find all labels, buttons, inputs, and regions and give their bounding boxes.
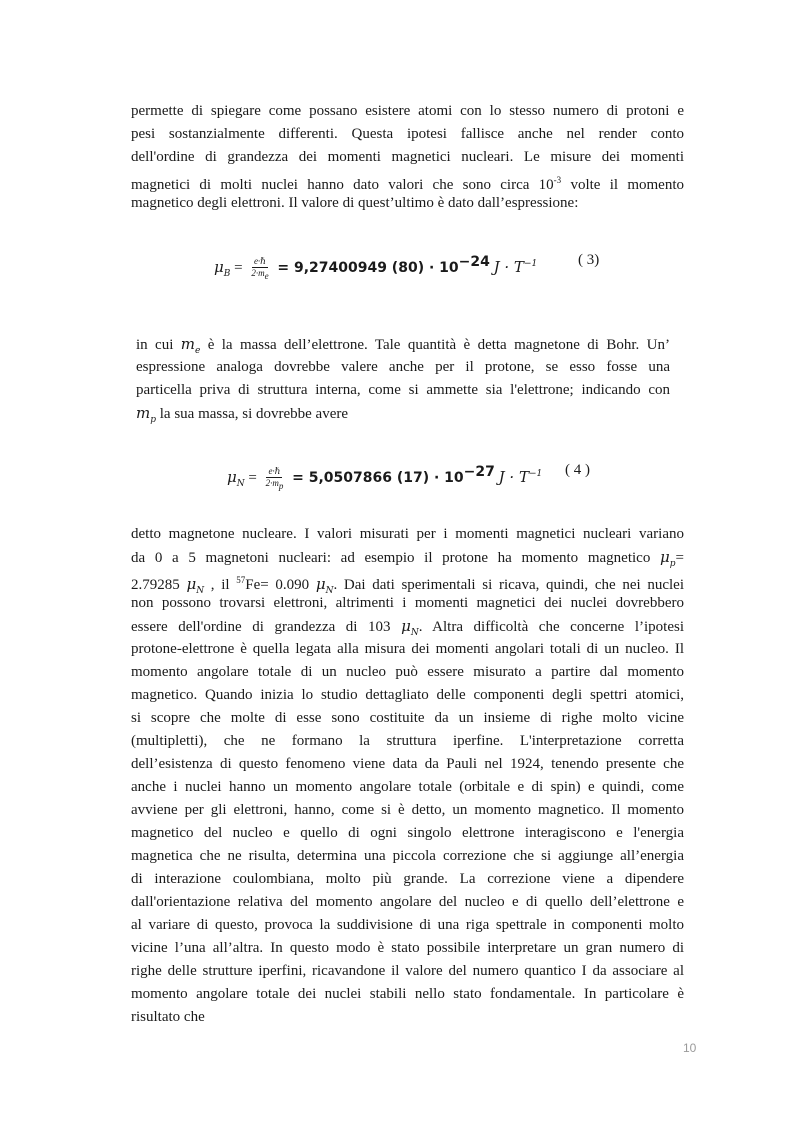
- text-line: espressione analoga dovrebbe valere anche per il protone, se esso fosse una: [136, 359, 670, 375]
- text-fragment: volte il momento: [570, 177, 684, 193]
- text-line: permette di spiegare come possano esistere atomi con lo stesso numero di protoni e: [131, 103, 684, 119]
- text-line: [131, 169, 684, 192]
- text-line: anche i nuclei hanno un momento angolare totale (orbitale e di spin) e quindi, come: [131, 779, 684, 795]
- text-line: magnetica che ne risulta, determina una piccola correzione che si aggiunge all’energia: [131, 848, 684, 864]
- text-line: (multipletti), che ne formano la struttura iperfine. L'interpretazione corretta: [131, 733, 684, 749]
- fraction: [249, 256, 270, 282]
- text-line: detto magnetone nucleare. I valori misurati per i momenti magnetici nucleari variano: [131, 526, 684, 542]
- equation-nuclear-magneton: $\mu_N$ = $\frac{\text{e·ℏ}}{2\cdot m_p}$ = 5,0507866 $(17) \cdot 10^{-27}$ $J \cdot T^{-1}$: [227, 464, 543, 491]
- math-symbol: m: [136, 404, 151, 422]
- fraction-denominator: $2\cdot m_e$: [251, 267, 269, 281]
- math-symbol: m: [180, 335, 195, 353]
- fraction: [264, 466, 286, 492]
- text-line: magnetico del nucleo e quello di ogni singolo elettrone interagiscono e l'energia: [131, 825, 684, 841]
- equation-value: = 5,0507866 (17) · 10: [292, 470, 464, 486]
- equation-value: = 9,27400949 (80) · 10: [277, 260, 459, 276]
- text-line: al variare di questo, provoca la suddivisione di una riga spettrale in componenti molto: [131, 917, 684, 933]
- math-subscript: N: [196, 586, 205, 596]
- fraction-numerator: e·ℏ: [253, 255, 266, 266]
- paragraph-intro: [131, 100, 684, 215]
- math-symbol: μ: [660, 548, 670, 566]
- fraction-numerator: e·ℏ: [268, 465, 281, 476]
- units-exponent: −1: [523, 259, 538, 269]
- fraction-denominator: $2\cdot m_p$: [265, 477, 284, 491]
- text-line: protone-elettrone è quella legata alla misura dei momenti angolari totali di un nucleo. Il: [131, 641, 684, 657]
- equation-bohr-magneton: $\mu_B$ = $\frac{\text{e·ℏ}}{2\cdot m_e}$ = 9,27400949 $(80) \cdot 10^{-24}$ $J \cdot T^{-1}$: [214, 254, 538, 281]
- equation-exponent: −27: [463, 464, 495, 480]
- text-line: essere dell'ordine di grandezza di 103 $\mu_N$. Altra difficoltà che concerne l’ipotesi: [131, 617, 684, 638]
- text-line: magnetico degli elettroni. Il valore di quest’ultimo è dato dall’espressione:: [131, 195, 579, 211]
- text-line: non possono trovarsi elettroni, altrimenti i momenti magnetici dei nuclei dovrebbero: [131, 595, 684, 611]
- text-line: pesi sostanzialmente differenti. Questa ipotesi fallisce anche nel render conto: [131, 126, 684, 142]
- text-line: righe delle strutture iperfini, ricavandone il valore del numero quantico I da associare al: [131, 963, 684, 979]
- equation-number: ( 4 ): [565, 462, 590, 478]
- text-line: magnetico. Quando inizia lo studio dettagliato delle componenti degli spettri atomici,: [131, 687, 684, 703]
- text-line: dell’esistenza di questo fenomeno viene data da Pauli nel 1924, tenendo presente che: [131, 756, 684, 772]
- text-line: momento angolare totale dei nuclei stabili nello stato fondamentale. In particolare è: [131, 986, 684, 1002]
- isotope-mass-number: 57: [236, 575, 246, 585]
- math-subscript: N: [325, 586, 334, 596]
- text-line: 2.79285 $\mu_N$ , il $^{57}$Fe= 0.090 $\mu_N$. Dai dati sperimentali si ricava, quindi, che nei nuclei: [131, 575, 685, 596]
- text-line: dell'ordine di grandezza dei momenti magnetici nucleari. Le misure dei momenti: [131, 149, 684, 165]
- text-fragment: magnetici di molti nuclei hanno dato valori che sono circa 10: [131, 177, 554, 193]
- math-subscript: p: [669, 559, 676, 569]
- exponent: -3: [553, 175, 562, 185]
- math-subscript: B: [223, 269, 231, 279]
- text-line: momento angolare totale di un nucleo può essere misurato a partire dal momento: [131, 664, 684, 680]
- text-line: dall'orientazione relativa del momento angolare del nucleo e di quello dell’elettrone e: [131, 894, 684, 910]
- text-line: $m_p$ la sua massa, si dovrebbe avere: [136, 404, 349, 425]
- page-number: 10: [683, 1041, 697, 1055]
- math-symbol: μ: [401, 617, 411, 635]
- math-symbol: μ: [186, 575, 197, 593]
- math-subscript: N: [236, 479, 245, 489]
- text-line: si scopre che molte di esse sono costituite da un insieme di righe molto vicine: [131, 710, 684, 726]
- text-line: vicine l’una all’altra. In questo modo è stato possibile interpretare un gran numero di: [131, 940, 684, 956]
- text-line: risultato che: [131, 1009, 205, 1025]
- equation-units: J · T: [498, 468, 529, 486]
- equation-exponent: −24: [458, 254, 490, 270]
- text-line: da 0 a 5 magnetoni nucleari: ad esempio il protone ha momento magnetico $\mu_p=$: [131, 548, 684, 569]
- math-symbol: μ: [214, 258, 224, 276]
- math-subscript: e: [195, 346, 201, 356]
- math-symbol: μ: [227, 468, 237, 486]
- text-line: avviene per gli elettroni, hanno, come si è detto, un momento magnetico. Il momento: [131, 802, 684, 818]
- text-line: in cui $m_e$ è la massa dell’elettrone. Tale quantità è detta magnetone di Bohr. Un’: [136, 335, 670, 356]
- paragraph-bohr: [136, 333, 670, 425]
- equation-number: ( 3): [578, 252, 600, 268]
- text-line: di interazione coulombiana, molto più grande. La correzione viene a dipendere: [131, 871, 684, 887]
- text-line: particella priva di struttura interna, come si ammette sia l'elettrone; indicando con: [136, 382, 670, 398]
- units-exponent: −1: [528, 469, 543, 479]
- math-subscript: N: [410, 628, 419, 638]
- equation-units: J · T: [493, 258, 524, 276]
- math-subscript: p: [150, 415, 156, 425]
- math-symbol: μ: [315, 575, 326, 593]
- paragraph-nuclear: [131, 523, 684, 1029]
